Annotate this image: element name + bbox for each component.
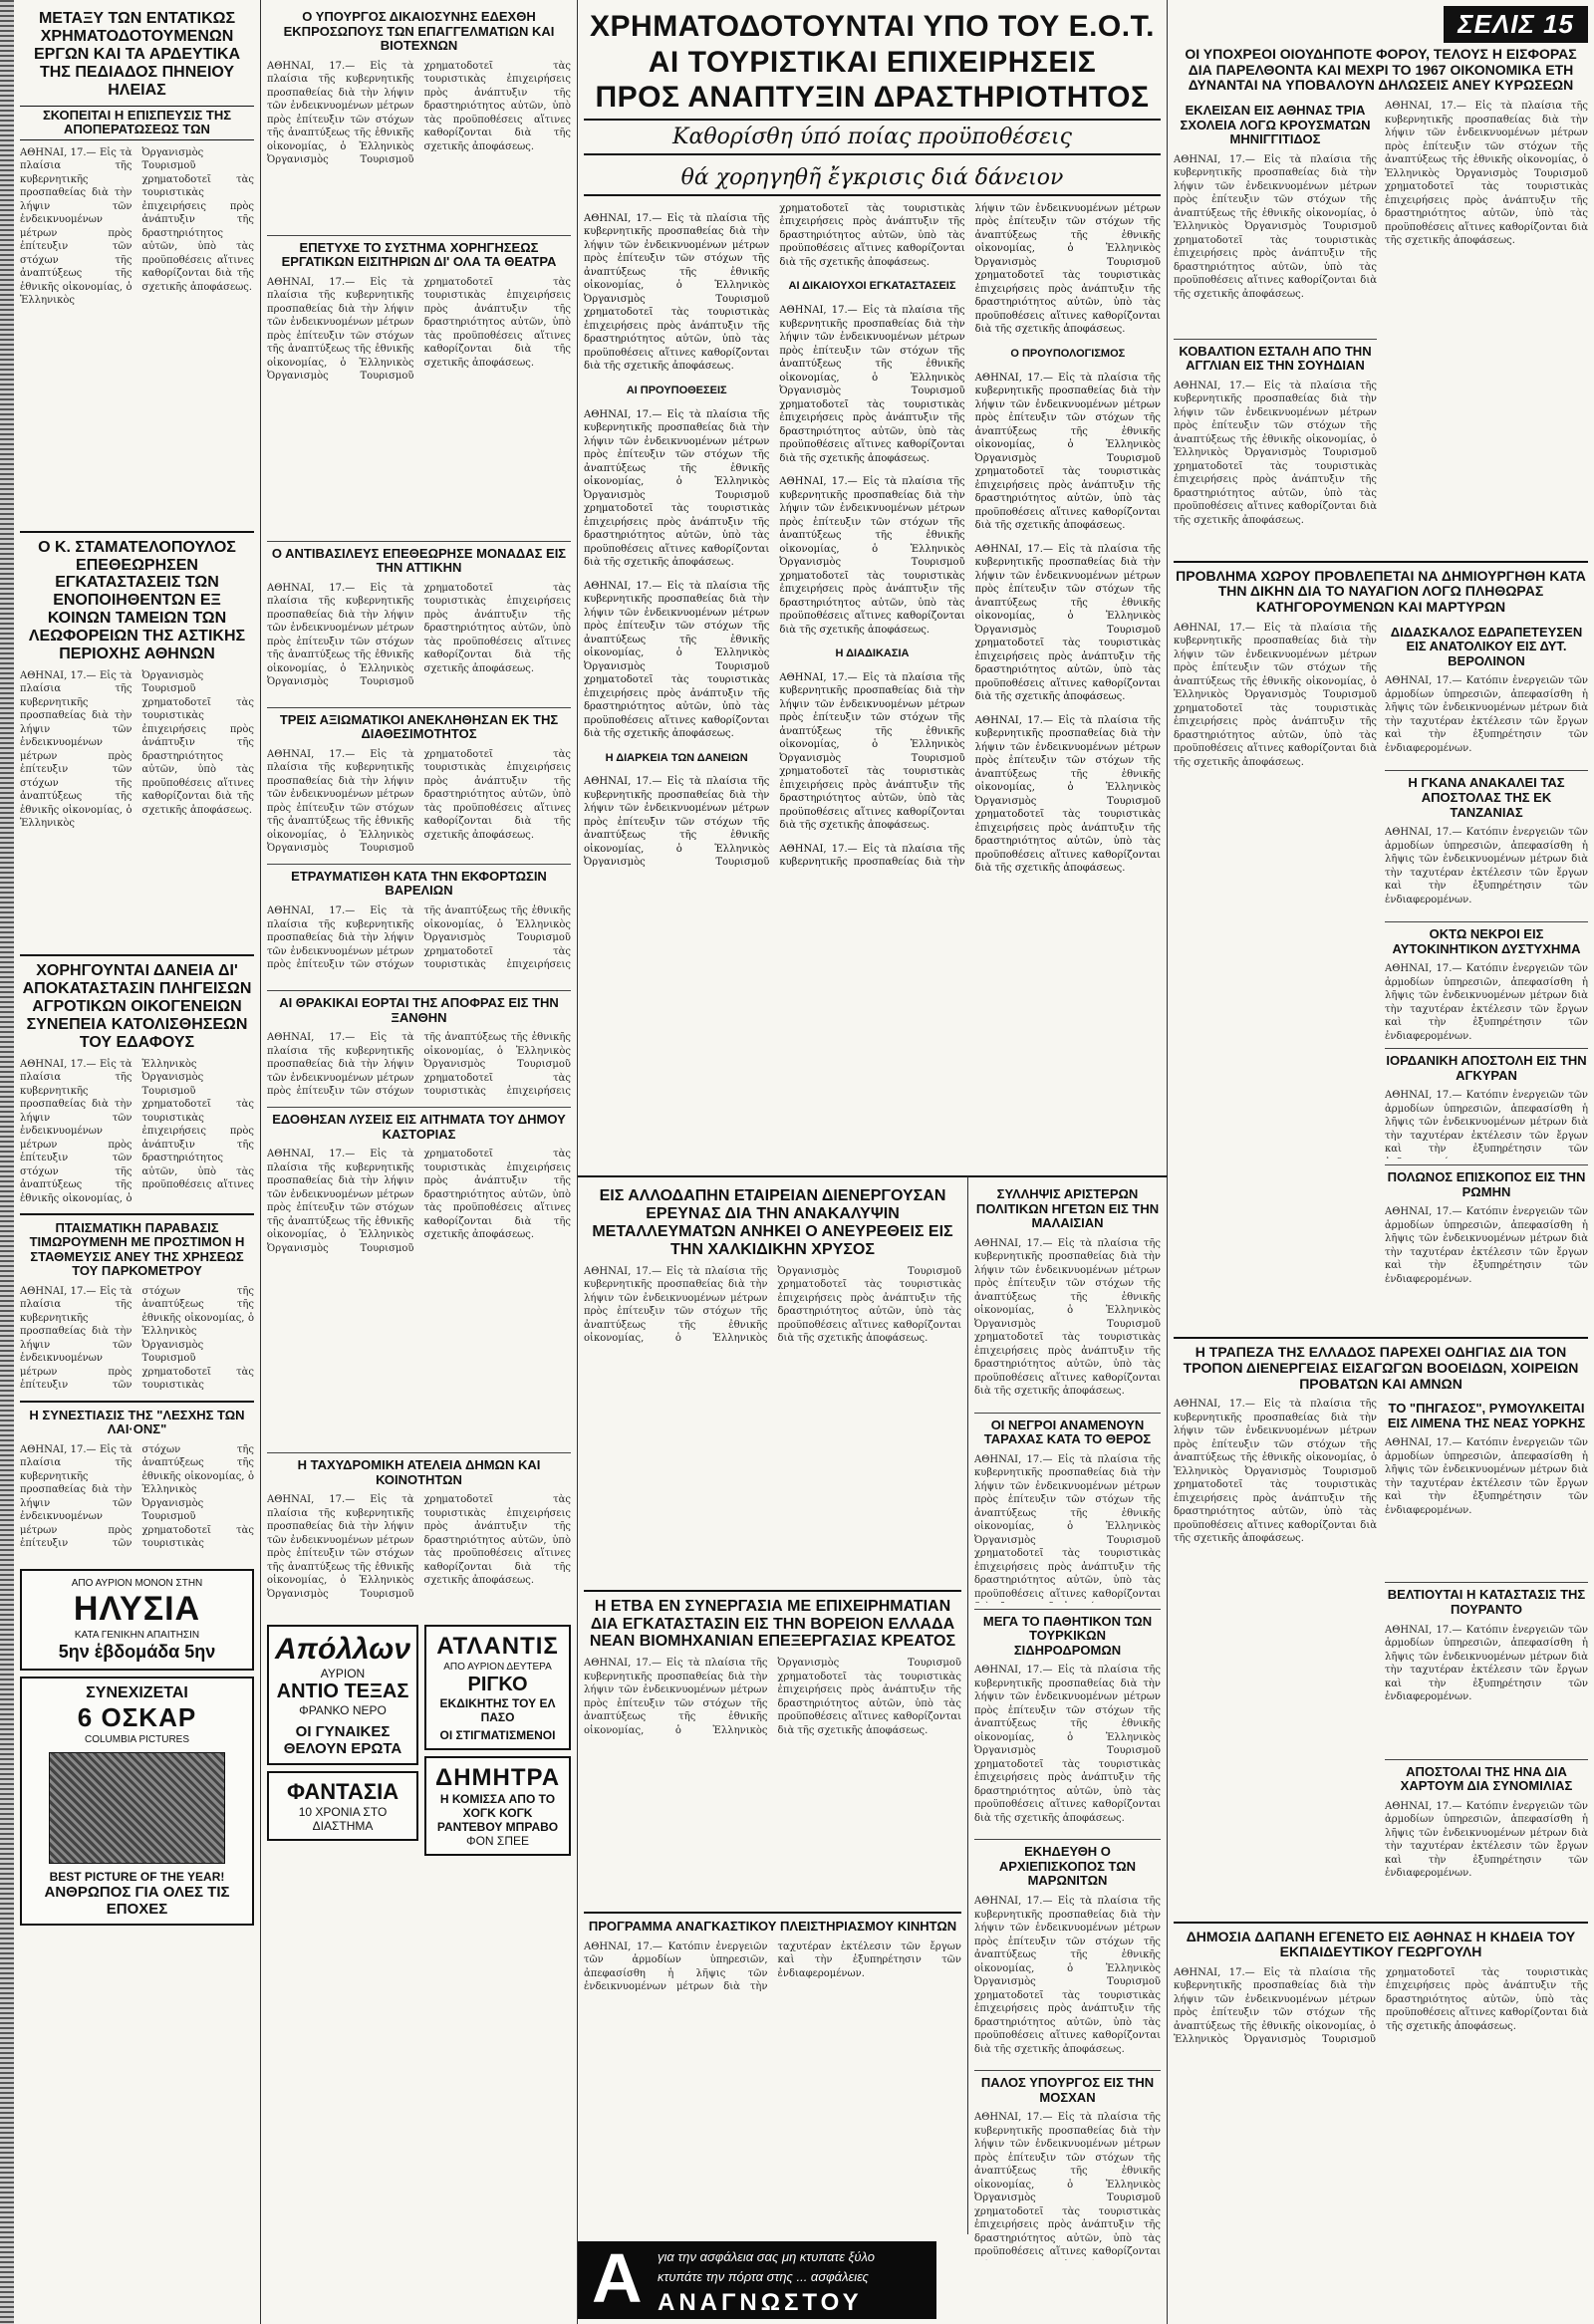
col2-headline-2: ΕΠΕΤΥΧΕ ΤΟ ΣΥΣΤΗΜΑ ΧΟΡΗΓΗΣΕΩΣ ΕΡΓΑΤΙΚΩΝ ΕΙΣΙΤΗΡΙΩΝ ΔΙ' ΟΛΑ ΤΑ ΘΕΑΤΡΑ — [281, 239, 557, 270]
col5-headline-6: Η ΓΚΑΝΑ ΑΝΑΚΑΛΕΙ ΤΑΣ ΑΠΟΣΤΟΛΑΣ ΤΗΣ ΕΚ ΤΑΝΖΑΝΙΑΣ — [1408, 775, 1565, 820]
midr-body-4: ΑΘΗΝΑΙ, 17.— Εἰς τὰ πλαίσια τῆς κυβερνητικῆς προσπαθείας διὰ τὴν λήψιν τῶν ἐνδεικνυομένων μέτρων πρὸς ἐπίτευξιν τῶν στόχων τῆς ἀναπτύξεως τῆς ἐθνικῆς οἰκονομίας, ὁ Ἑλληνικὸς Ὀργανισμὸς Τουρισμοῦ χρηματοδοτεῖ τὰς τουριστικὰς ἐπιχειρήσεις πρὸς ἀνάπτυξιν τῆς δραστηριότητος αὐτῶν, ὑπὸ τὰς προϋποθέσεις αἵτινες καθορίζονται διὰ τῆς σχετικῆς ἀποφάσεως. — [974, 1237, 1161, 1398]
ad-fantasia-title: ΦΑΝΤΑΣΙΑ — [286, 1779, 399, 1805]
mid-body-3: ΑΘΗΝΑΙ, 17.— Κατόπιν ἐνεργειῶν τῶν ἁρμοδίων ὑπηρεσιῶν, ἀπεφασίσθη ἡ λῆψις τῶν ἐνδεικνυομένων μέτρων διὰ τὴν ταχυτέραν ἐκτέλεσιν τῶν ἔργων καὶ τὴν ἐξυπηρέτησιν τῶν ἐνδιαφερομένων. — [584, 1940, 961, 1993]
col5-body-7: ΑΘΗΝΑΙ, 17.— Κατόπιν ἐνεργειῶν τῶν ἁρμοδίων ὑπηρεσιῶν, ἀπεφασίσθη ἡ λῆψις τῶν ἐνδεικνυομένων μέτρων διὰ τὴν ταχυτέραν ἐκτέλεσιν τῶν ἔργων καὶ τὴν ἐξυπηρέτησιν τῶν ἐνδιαφερομένων. — [1385, 963, 1588, 1042]
col5-headline-12: ΒΕΛΤΙΟΥΤΑΙ Η ΚΑΤΑΣΤΑΣΙΣ ΤΗΣ ΠΟΥΡΑΝΤΟ — [1387, 1587, 1586, 1617]
col5-body-12: ΑΘΗΝΑΙ, 17.— Κατόπιν ἐνεργειῶν τῶν ἁρμοδίων ὑπηρεσιῶν, ἀπεφασίσθη ἡ λῆψις τῶν ἐνδεικνυομένων μέτρων διὰ τὴν ταχυτέραν ἐκτέλεσιν τῶν ἔργων καὶ τὴν ἐξυπηρέτησιν τῶν ἐνδιαφερομένων. — [1385, 1624, 1588, 1703]
divider — [267, 541, 571, 542]
ads-right-stack — [424, 1619, 571, 1862]
ad-ilysia-sub: ΚΑΤΑ ΓΕΝΙΚΗΝ ΑΠΑΙΤΗΣΙΝ — [74, 1629, 200, 1641]
ad-oscar-best: BEST PICTURE OF THE YEAR! — [49, 1869, 225, 1884]
ad-stigmat: ΟΙ ΣΤΙΓΜΑΤΙΣΜΕΝΟΙ — [439, 1728, 556, 1743]
ad-fon: ΦΟΝ ΣΠΕΕ — [466, 1834, 529, 1849]
divider — [1174, 561, 1588, 563]
column-left — [14, 0, 261, 2324]
main-body-p4: ΑΘΗΝΑΙ, 17.— Εἰς τὰ πλαίσια τῆς κυβερνητικῆς προσπαθείας διὰ τὴν λήψιν τῶν ἐνδεικνυομένων μέτρων πρὸς ἐπίτευξιν τῶν στόχων τῆς ἀναπτύξεως τῆς ἐθνικῆς οἰκονομίας, ὁ Ἑλληνικὸς Ὀργανισμὸς Τουρισμοῦ χρηματοδοτεῖ τὰς τουριστικὰς ἐπιχειρήσεις πρὸς ἀνάπτυξιν τῆς δραστηριότητος αὐτῶν, ὑπὸ τὰς προϋποθέσεις αἵτινες καθορίζονται διὰ τῆς σχετικῆς ἀποφάσεως. — [584, 202, 965, 869]
ad-oscar-continues: ΣΥΝΕΧΙΖΕΤΑΙ — [86, 1683, 188, 1701]
main-body-p1: ΑΘΗΝΑΙ, 17.— Εἰς τὰ πλαίσια τῆς κυβερνητικῆς προσπαθείας διὰ τὴν λήψιν τῶν ἐνδεικνυομένων μέτρων πρὸς ἐπίτευξιν τῶν στόχων τῆς ἀναπτύξεως τῆς ἐθνικῆς οἰκονομίας, ὁ Ἑλληνικὸς Ὀργανισμὸς Τουρισμοῦ χρηματοδοτεῖ τὰς τουριστικὰς ἐπιχειρήσεις πρὸς ἀνάπτυξιν τῆς δραστηριότητος αὐτῶν, ὑπὸ τὰς προϋποθέσεις αἵτινες καθορίζονται διὰ τῆς σχετικῆς ἀποφάσεως. — [584, 212, 770, 373]
main-body-p6: ΑΘΗΝΑΙ, 17.— Εἰς τὰ πλαίσια τῆς κυβερνητικῆς προσπαθείας διὰ τὴν λήψιν τῶν ἐνδεικνυομένων μέτρων πρὸς ἐπίτευξιν τῶν στόχων τῆς ἀναπτύξεως τῆς ἐθνικῆς οἰκονομίας, ὁ Ἑλληνικὸς Ὀργανισμὸς Τουρισμοῦ χρηματοδοτεῖ τὰς τουριστικὰς ἐπιχειρήσεις πρὸς ἀνάπτυξιν τῆς δραστηριότητος αὐτῶν, ὑπὸ τὰς προϋποθέσεις αἵτινες καθορίζονται διὰ τῆς σχετικῆς ἀποφάσεως. — [779, 476, 965, 636]
col2-headline-8: Η ΤΑΧΥΔΡΟΜΙΚΗ ΑΤΕΛΕΙΑ ΔΗΜΩΝ ΚΑΙ ΚΟΙΝΟΤΗΤΩΝ — [297, 1457, 541, 1487]
mid-headline-2: Η ΕΤΒΑ ΕΝ ΣΥΝΕΡΓΑΣΙΑ ΜΕ ΕΠΙΧΕΙΡΗΜΑΤΙΑΝ ΔΙΑ ΕΓΚΑΤΑΣΤΑΣΙΝ ΕΙΣ ΤΗΝ ΒΟΡΕΙΟΝ ΕΛΛΑΔΑ ΝΕΑΝ ΒΙΟΜΗΧΑΝΙΑΝ ΕΠΕΞΕΡΓΑΣΙΑΣ ΚΡΕΑΤΟΣ — [589, 1597, 956, 1651]
main-body-p9: ΑΘΗΝΑΙ, 17.— Εἰς τὰ πλαίσια τῆς κυβερνητικῆς προσπαθείας διὰ τὴν λήψιν τῶν ἐνδεικνυομένων μέτρων πρὸς ἐπίτευξιν τῶν στόχων τῆς ἀναπτύξεως τῆς ἐθνικῆς οἰκονομίας, ὁ Ἑλληνικὸς Ὀργανισμὸς Τουρισμοῦ χρηματοδοτεῖ τὰς τουριστικὰς ἐπιχειρήσεις πρὸς ἀνάπτυξιν τῆς δραστηριότητος αὐτῶν, ὑπὸ τὰς προϋποθέσεις αἵτινες καθορίζονται διὰ τῆς σχετικῆς ἀποφάσεως. — [974, 372, 1161, 532]
ad-oscar — [20, 1677, 254, 1926]
col2-headline-1: Ο ΥΠΟΥΡΓΟΣ ΔΙΚΑΙΟΣΥΝΗΣ ΕΔΕΧΘΗ ΕΚΠΡΟΣΩΠΟΥΣ ΤΩΝ ΕΠΑΓΓΕΛΜΑΤΙΩΝ ΚΑΙ ΒΙΟΤΕΧΝΩΝ — [283, 9, 555, 54]
ad-anagnostou-letter: A — [592, 2239, 643, 2317]
ad-apollon — [267, 1625, 418, 1765]
ad-ilysia-title: ΗΛΥΣΙΑ — [73, 1589, 201, 1628]
divider — [1385, 1759, 1588, 1760]
main-sect-2: Η ΔΙΑΡΚΕΙΑ ΤΩΝ ΔΑΝΕΙΩΝ — [605, 751, 748, 764]
main-sect-5: Ο ΠΡΟΥΠΟΛΟΓΙΣΜΟΣ — [1010, 347, 1126, 360]
col5-body-5: ΑΘΗΝΑΙ, 17.— Κατόπιν ἐνεργειῶν τῶν ἁρμοδίων ὑπηρεσιῶν, ἀπεφασίσθη ἡ λῆψις τῶν ἐνδεικνυομένων μέτρων διὰ τὴν ταχυτέραν ἐκτέλεσιν τῶν ἔργων καὶ τὴν ἐξυπηρέτησιν τῶν ἐνδιαφερομένων. — [1385, 675, 1588, 754]
divider — [974, 1609, 1161, 1610]
ad-hogk: Η ΚΟΜΙΣΣΑ ΑΠΟ ΤΟ ΧΟΓΚ ΚΟΓΚ — [439, 1792, 556, 1821]
mid-headline-1: ΕΙΣ ΑΛΛΟΔΑΠΗΝ ΕΤΑΙΡΕΙΑΝ ΔΙΕΝΕΡΓΟΥΣΑΝ ΕΡΕΥΝΑΣ ΔΙΑ ΤΗΝ ΑΝΑΚΑΛΥΨΙΝ ΜΕΤΑΛΛΕΥΜΑΤΩΝ ΑΝΗΚΕΙ Ο ΑΝΕΥΡΕΘΕΙΣ ΕΙΣ ΤΗΝ ΧΑΛΚΙΔΙΚΗΝ ΧΡΥΣΟΣ — [592, 1187, 953, 1258]
main-sect-1: ΑΙ ΠΡΟΥΠΟΘΕΣΕΙΣ — [626, 384, 727, 396]
col2-body-5: ΑΘΗΝΑΙ, 17.— Εἰς τὰ πλαίσια τῆς κυβερνητικῆς προσπαθείας διὰ τὴν λήψιν τῶν ἐνδεικνυομένων μέτρων πρὸς ἐπίτευξιν τῶν στόχων τῆς ἀναπτύξεως τῆς ἐθνικῆς οἰκονομίας, ὁ Ἑλληνικὸς Ὀργανισμὸς Τουρισμοῦ χρηματοδοτεῖ τὰς τουριστικὰς ἐπιχειρήσεις — [267, 905, 571, 971]
col5-headline-1: ΟΙ ΥΠΟΧΡΕΟΙ ΟΙΟΥΔΗΠΟΤΕ ΦΟΡΟΥ, ΤΕΛΟΥΣ Η ΕΙΣΦΟΡΑΣ ΔΙΑ ΠΑΡΕΛΘΟΝΤΑ ΚΑΙ ΜΕΧΡΙ ΤΟ 1967 ΟΙΚΟΝΟΜΙΚΑ ΕΤΗ ΔΥΝΑΝΤΑΙ ΝΑ ΥΠΟΒΑΛΟΥΝ ΔΗΛΩΣΕΙΣ ΑΝΕΥ ΚΥΡΩΣΕΩΝ — [1185, 46, 1577, 94]
col2-body-3: ΑΘΗΝΑΙ, 17.— Εἰς τὰ πλαίσια τῆς κυβερνητικῆς προσπαθείας διὰ τὴν λήψιν τῶν ἐνδεικνυομένων μέτρων πρὸς ἐπίτευξιν τῶν στόχων τῆς ἀναπτύξεως τῆς ἐθνικῆς οἰκονομίας, ὁ Ἑλληνικὸς Ὀργανισμὸς Τουρισμοῦ χρηματοδοτεῖ τὰς τουριστικὰς ἐπιχειρήσεις πρὸς ἀνάπτυξιν τῆς δραστηριότητος αὐτῶν, ὑπὸ τὰς προϋποθέσεις αἵτινες καθορίζονται διὰ τῆς σχετικῆς ἀποφάσεως. — [267, 582, 571, 688]
divider — [267, 1107, 571, 1108]
col1-body-4: ΑΘΗΝΑΙ, 17.— Εἰς τὰ πλαίσια τῆς κυβερνητικῆς προσπαθείας διὰ τὴν λήψιν τῶν ἐνδεικνυομένων μέτρων πρὸς ἐπίτευξιν τῶν στόχων τῆς ἀναπτύξεως τῆς ἐθνικῆς οἰκονομίας, ὁ Ἑλληνικὸς Ὀργανισμὸς Τουρισμοῦ χρηματοδοτεῖ τὰς τουριστικὰς — [20, 1285, 254, 1392]
divider — [267, 864, 571, 865]
col5-headline-5: ΔΙΔΑΣΚΑΛΟΣ ΕΔΡΑΠΕΤΕΥΣΕΝ ΕΙΣ ΑΝΑΤΟΛΙΚΟΥ ΕΙΣ ΔΥΤ. ΒΕΡΟΛΙΝΟΝ — [1390, 624, 1583, 668]
ad-antio: ΑΝΤΙΟ ΤΕΞΑΣ — [276, 1680, 409, 1703]
divider — [1385, 1048, 1588, 1049]
col5-body-9: ΑΘΗΝΑΙ, 17.— Κατόπιν ἐνεργειῶν τῶν ἁρμοδίων ὑπηρεσιῶν, ἀπεφασίσθη ἡ λῆψις τῶν ἐνδεικνυομένων μέτρων διὰ τὴν ταχυτέραν ἐκτέλεσιν τῶν ἔργων καὶ τὴν ἐξυπηρέτησιν τῶν ἐνδιαφερομένων. — [1385, 1206, 1588, 1285]
col1-headline-4: ΠΤΑΙΣΜΑΤΙΚΗ ΠΑΡΑΒΑΣΙΣ ΤΙΜΩΡΟΥΜΕΝΗ ΜΕ ΠΡΟΣΤΙΜΟΝ Η ΣΤΑΘΜΕΥΣΙΣ ΑΝΕΥ ΤΗΣ ΧΡΗΣΕΩΣ ΤΟΥ ΠΑΡΚΟΜΕΤΡΟΥ — [29, 1219, 245, 1279]
col5-body-11: ΑΘΗΝΑΙ, 17.— Κατόπιν ἐνεργειῶν τῶν ἁρμοδίων ὑπηρεσιῶν, ἀπεφασίσθη ἡ λῆψις τῶν ἐνδεικνυομένων μέτρων διὰ τὴν ταχυτέραν ἐκτέλεσιν τῶν ἔργων καὶ τὴν ἐξυπηρέτησιν τῶν ἐνδιαφερομένων. — [1385, 1437, 1588, 1516]
ad-apollon-sub: ΑΥΡΙΟΝ — [320, 1667, 366, 1681]
col5-body-6: ΑΘΗΝΑΙ, 17.— Κατόπιν ἐνεργειῶν τῶν ἁρμοδίων ὑπηρεσιῶν, ἀπεφασίσθη ἡ λῆψις τῶν ἐνδεικνυομένων μέτρων διὰ τὴν ταχυτέραν ἐκτέλεσιν τῶν ἔργων καὶ τὴν ἐξυπηρέτησιν τῶν ἐνδιαφερομένων. — [1385, 827, 1588, 905]
col1-headline-1: ΜΕΤΑΞΥ ΤΩΝ ΕΝΤΑΤΙΚΩΣ ΧΡΗΜΑΤΟΔΟΤΟΥΜΕΝΩΝ ΕΡΓΩΝ ΚΑΙ ΤΑ ΑΡΔΕΥΤΙΚΑ ΤΗΣ ΠΕΔΙΑΔΟΣ ΠΗΝΕΙΟΥ ΗΛΕΙΑΣ — [34, 10, 240, 99]
ad-apollon-title: Απόλλων — [275, 1633, 411, 1667]
ad-oscar-studio: COLUMBIA PICTURES — [84, 1733, 190, 1745]
mid-body-1: ΑΘΗΝΑΙ, 17.— Εἰς τὰ πλαίσια τῆς κυβερνητικῆς προσπαθείας διὰ τὴν λήψιν τῶν ἐνδεικνυομένων μέτρων πρὸς ἐπίτευξιν τῶν στόχων τῆς ἀναπτύξεως τῆς ἐθνικῆς οἰκονομίας, ὁ Ἑλληνικὸς Ὀργανισμὸς Τουρισμοῦ χρηματοδοτεῖ τὰς τουριστικὰς ἐπιχειρήσεις πρὸς ἀνάπτυξιν τῆς δραστηριότητος αὐτῶν, ὑπὸ τὰς προϋποθέσεις αἵτινες καθορίζονται διὰ τῆς σχετικῆς ἀποφάσεως. — [584, 1265, 961, 1345]
col2-body-4: ΑΘΗΝΑΙ, 17.— Εἰς τὰ πλαίσια τῆς κυβερνητικῆς προσπαθείας διὰ τὴν λήψιν τῶν ἐνδεικνυομένων μέτρων πρὸς ἐπίτευξιν τῶν στόχων τῆς ἀναπτύξεως τῆς ἐθνικῆς οἰκονομίας, ὁ Ἑλληνικὸς Ὀργανισμὸς Τουρισμοῦ χρηματοδοτεῖ τὰς τουριστικὰς ἐπιχειρήσεις πρὸς ἀνάπτυξιν τῆς δραστηριότητος αὐτῶν, ὑπὸ τὰς προϋποθέσεις αἵτινες καθορίζονται διὰ τῆς σχετικῆς ἀποφάσεως. — [267, 748, 571, 855]
ad-fantasia — [267, 1771, 418, 1841]
masthead — [1174, 6, 1588, 43]
col5-headline-2: ΕΚΛΕΙΣΑΝ ΕΙΣ ΑΘΗΝΑΣ ΤΡΙΑ ΣΧΟΛΕΙΑ ΛΟΓΩ ΚΡΟΥΣΜΑΤΩΝ ΜΗΝΙΓΓΙΤΙΔΟΣ — [1180, 103, 1371, 147]
divider — [1385, 770, 1588, 771]
ad-anagnostou-line1: για την ασφάλεια σας μη κτυπατε ξύλο — [658, 2249, 875, 2264]
divider — [974, 1413, 1161, 1414]
main-article-body — [584, 202, 1161, 1175]
col2-headline-3: Ο ΑΝΤΙΒΑΣΙΛΕΥΣ ΕΠΕΘΕΩΡΗΣΕ ΜΟΝΑΔΑΣ ΕΙΣ ΤΗΝ ΑΤΤΙΚΗΝ — [271, 545, 567, 576]
col1-body-3: ΑΘΗΝΑΙ, 17.— Εἰς τὰ πλαίσια τῆς κυβερνητικῆς προσπαθείας διὰ τὴν λήψιν τῶν ἐνδεικνυομένων μέτρων πρὸς ἐπίτευξιν τῶν στόχων τῆς ἀναπτύξεως τῆς ἐθνικῆς οἰκονομίας, ὁ Ἑλληνικὸς Ὀργανισμὸς Τουρισμοῦ χρηματοδοτεῖ τὰς τουριστικὰς ἐπιχειρήσεις πρὸς ἀνάπτυξιν τῆς δραστηριότητος αὐτῶν, ὑπὸ τὰς προϋποθέσεις αἵτινες — [20, 1058, 254, 1204]
col5-body-8: ΑΘΗΝΑΙ, 17.— Κατόπιν ἐνεργειῶν τῶν ἁρμοδίων ὑπηρεσιῶν, ἀπεφασίσθη ἡ λῆψις τῶν ἐνδεικνυομένων μέτρων διὰ τὴν ταχυτέραν ἐκτέλεσιν τῶν ἔργων καὶ τὴν ἐξυπηρέτησιν τῶν — [1385, 1090, 1588, 1156]
divider — [974, 1839, 1161, 1840]
main-body-p2: ΑΘΗΝΑΙ, 17.— Εἰς τὰ πλαίσια τῆς κυβερνητικῆς προσπαθείας διὰ τὴν λήψιν τῶν ἐνδεικνυομένων μέτρων πρὸς ἐπίτευξιν τῶν στόχων τῆς ἀναπτύξεως τῆς ἐθνικῆς οἰκονομίας, ὁ Ἑλληνικὸς Ὀργανισμὸς Τουρισμοῦ χρηματοδοτεῖ τὰς τουριστικὰς ἐπιχειρήσεις πρὸς ἀνάπτυξιν τῆς δραστηριότητος αὐτῶν, ὑπὸ τὰς προϋποθέσεις αἵτινες καθορίζονται διὰ τῆς σχετικῆς ἀποφάσεως. — [584, 408, 770, 569]
ad-atlantis-title: ΑΤΛΑΝΤΙΣ — [436, 1633, 559, 1661]
ad-atlantis-sub: ΑΠΟ ΑΥΡΙΟΝ ΔΕΥΤΕΡΑ — [443, 1662, 552, 1674]
ad-rigko-sub: ΕΚΔΙΚΗΤΗΣ ΤΟΥ ΕΛ ΠΑΣΟ — [439, 1696, 556, 1725]
col5-body-13: ΑΘΗΝΑΙ, 17.— Κατόπιν ἐνεργειῶν τῶν ἁρμοδίων ὑπηρεσιῶν, ἀπεφασίσθη ἡ λῆψις τῶν ἐνδεικνυομένων μέτρων διὰ τὴν ταχυτέραν ἐκτέλεσιν τῶν ἔργων καὶ τὴν ἐξυπηρέτησιν τῶν ἐνδιαφερομένων. — [1385, 1800, 1588, 1880]
divider — [20, 1401, 254, 1403]
ad-fantasia-sub: 10 ΧΡΟΝΙΑ ΣΤΟ ΔΙΑΣΤΗΜΑ — [298, 1805, 388, 1834]
column-main — [578, 0, 1168, 1175]
divider — [584, 1590, 961, 1592]
col1-body-5: ΑΘΗΝΑΙ, 17.— Εἰς τὰ πλαίσια τῆς κυβερνητικῆς προσπαθείας διὰ τὴν λήψιν τῶν ἐνδεικνυομένων μέτρων πρὸς ἐπίτευξιν τῶν στόχων τῆς ἀναπτύξεως τῆς ἐθνικῆς οἰκονομίας, ὁ Ἑλληνικὸς Ὀργανισμὸς Τουρισμοῦ χρηματοδοτεῖ τὰς τουριστικὰς — [20, 1443, 254, 1550]
mid-body-2: ΑΘΗΝΑΙ, 17.— Εἰς τὰ πλαίσια τῆς κυβερνητικῆς προσπαθείας διὰ τὴν λήψιν τῶν ἐνδεικνυομένων μέτρων πρὸς ἐπίτευξιν τῶν στόχων τῆς ἀναπτύξεως τῆς ἐθνικῆς οἰκονομίας, ὁ Ἑλληνικὸς Ὀργανισμὸς Τουρισμοῦ χρηματοδοτεῖ τὰς τουριστικὰς ἐπιχειρήσεις πρὸς ἀνάπτυξιν τῆς δραστηριότητος αὐτῶν, ὑπὸ τὰς προϋποθέσεις αἵτινες καθορίζονται διὰ τῆς σχετικῆς ἀποφάσεως. — [584, 1658, 961, 1736]
main-subhead-2: θά χορηγηθῆ ἔγκρισις διά δάνειον — [584, 161, 1161, 196]
divider — [1385, 1164, 1588, 1165]
col5-low-row — [1174, 1398, 1588, 1915]
col2-headline-5: ΕΤΡΑΥΜΑΤΙΣΘΗ ΚΑΤΑ ΤΗΝ ΕΚΦΟΡΤΩΣΙΝ ΒΑΡΕΛΙΩΝ — [291, 868, 547, 899]
ad-franco: ΦΡΑΝΚΟ ΝΕΡΟ — [299, 1703, 387, 1718]
col2-headline-6: ΑΙ ΘΡΑΚΙΚΑΙ ΕΟΡΤΑΙ ΤΗΣ ΑΠΟΦΡΑΣ ΕΙΣ ΤΗΝ ΞΑΝΘΗΝ — [279, 995, 559, 1025]
main-sect-3: ΑΙ ΔΙΚΑΙΟΥΧΟΙ ΕΓΚΑΤΑΣΤΑΣΕΙΣ — [788, 280, 956, 293]
ad-ilysia — [20, 1569, 254, 1671]
col5-headline-14: ΔΗΜΟΣΙΑ ΔΑΠΑΝΗ ΕΓΕΝΕΤΟ ΕΙΣ ΑΘΗΝΑΣ Η ΚΗΔΕΙΑ ΤΟΥ ΕΚΠΑΙΔΕΥΤΙΚΟΥ ΓΕΩΡΓΟΥΛΗ — [1186, 1928, 1576, 1960]
column-mid-bottom-right — [968, 1175, 1168, 2324]
col2-body-6: ΑΘΗΝΑΙ, 17.— Εἰς τὰ πλαίσια τῆς κυβερνητικῆς προσπαθείας διὰ τὴν λήψιν τῶν ἐνδεικνυομένων μέτρων πρὸς ἐπίτευξιν τῶν στόχων τῆς ἀναπτύξεως τῆς ἐθνικῆς οἰκονομίας, ὁ Ἑλληνικὸς Ὀργανισμὸς Τουρισμοῦ χρηματοδοτεῖ τὰς τουριστικὰς ἐπιχειρήσεις — [267, 1032, 571, 1098]
col5-headline-10: Η ΤΡΑΠΕΖΑ ΤΗΣ ΕΛΛΑΔΟΣ ΠΑΡΕΧΕΙ ΟΔΗΓΙΑΣ ΔΙΑ ΤΟΝ ΤΡΟΠΟΝ ΔΙΕΝΕΡΓΕΙΑΣ ΕΙΣΑΓΩΓΩΝ ΒΟΟΕΙΔΩΝ, ΧΟΙΡΕΙΩΝ ΠΡΟΒΑΤΩΝ ΚΑΙ ΑΜΝΩΝ — [1183, 1344, 1579, 1392]
ads-left-stack — [267, 1619, 418, 1862]
ad-dimitra — [424, 1756, 571, 1856]
column-mid-bottom-left — [578, 1175, 968, 2234]
main-headline-line3: ΠΡΟΣ ΑΝΑΠΤΥΞΙΝ ΔΡΑΣΤΗΡΙΟΤΗΤΟΣ — [595, 81, 1150, 115]
ads-row — [267, 1619, 571, 1862]
col5-top-left — [1174, 100, 1377, 555]
divider — [20, 1213, 254, 1215]
column-right — [1168, 0, 1594, 2324]
divider — [20, 954, 254, 956]
main-body-p10: ΑΘΗΝΑΙ, 17.— Εἰς τὰ πλαίσια τῆς κυβερνητικῆς προσπαθείας διὰ τὴν λήψιν τῶν ἐνδεικνυομένων μέτρων πρὸς ἐπίτευξιν τῶν στόχων τῆς ἀναπτύξεως τῆς ἐθνικῆς οἰκονομίας, ὁ Ἑλληνικὸς Ὀργανισμὸς Τουρισμοῦ χρηματοδοτεῖ τὰς τουριστικὰς ἐπιχειρήσεις πρὸς ἀνάπτυξιν τῆς δραστηριότητος αὐτῶν, ὑπὸ τὰς προϋποθέσεις αἵτινες καθορίζονται διὰ τῆς σχετικῆς ἀποφάσεως. — [974, 543, 1161, 703]
col5-headline-11: ΤΟ "ΠΗΓΑΣΟΣ", ΡΥΜΟΥΛΚΕΙΤΑΙ ΕΙΣ ΛΙΜΕΝΑ ΤΗΣ ΝΕΑΣ ΥΟΡΚΗΣ — [1387, 1401, 1586, 1430]
col5-headline-9: ΠΟΛΩΝΟΣ ΕΠΙΣΚΟΠΟΣ ΕΙΣ ΤΗΝ ΡΩΜΗΝ — [1387, 1169, 1586, 1199]
col5-top-row — [1174, 100, 1588, 555]
ad-anagnostou — [578, 2241, 936, 2319]
midr-body-5: ΑΘΗΝΑΙ, 17.— Εἰς τὰ πλαίσια τῆς κυβερνητικῆς προσπαθείας διὰ τὴν λήψιν τῶν ἐνδεικνυομένων μέτρων πρὸς ἐπίτευξιν τῶν στόχων τῆς ἀναπτύξεως τῆς ἐθνικῆς οἰκονομίας, ὁ Ἑλληνικὸς Ὀργανισμὸς Τουρισμοῦ χρηματοδοτεῖ τὰς τουριστικὰς ἐπιχειρήσεις πρὸς ἀνάπτυξιν τῆς δραστηριότητος αὐτῶν, ὑπὸ τὰς προϋποθέσεις αἵτινες καθορίζονται — [974, 1453, 1161, 1600]
col2-headline-7: ΕΔΟΘΗΣΑΝ ΛΥΣΕΙΣ ΕΙΣ ΑΙΤΗΜΑΤΑ ΤΟΥ ΔΗΜΟΥ ΚΑΣΤΟΡΙΑΣ — [272, 1112, 566, 1142]
midr-headline-8: ΠΑΛΟΣ ΥΠΟΥΡΓΟΣ ΕΙΣ ΤΗΝ ΜΟΣΧΑΝ — [980, 2075, 1155, 2105]
ad-ilysia-pre: ΑΠΟ ΑΥΡΙΟΝ ΜΟΝΟΝ ΣΤΗΝ — [71, 1577, 203, 1589]
main-body-p5: ΑΘΗΝΑΙ, 17.— Εἰς τὰ πλαίσια τῆς κυβερνητικῆς προσπαθείας διὰ τὴν λήψιν τῶν ἐνδεικνυομένων μέτρων πρὸς ἐπίτευξιν τῶν στόχων τῆς ἀναπτύξεως τῆς ἐθνικῆς οἰκονομίας, ὁ Ἑλληνικὸς Ὀργανισμὸς Τουρισμοῦ χρηματοδοτεῖ τὰς τουριστικὰς ἐπιχειρήσεις πρὸς ἀνάπτυξιν τῆς δραστηριότητος αὐτῶν, ὑπὸ τὰς προϋποθέσεις αἵτινες καθορίζονται διὰ τῆς σχετικῆς ἀποφάσεως. — [779, 305, 965, 464]
ad-atlantis — [424, 1625, 571, 1750]
col5-low-left — [1174, 1398, 1377, 1915]
col1-headline-3: ΧΟΡΗΓΟΥΝΤΑΙ ΔΑΝΕΙΑ ΔΙ' ΑΠΟΚΑΤΑΣΤΑΣΙΝ ΠΛΗΓΕΙΣΩΝ ΑΓΡΟΤΙΚΩΝ ΟΙΚΟΓΕΝΕΙΩΝ ΣΥΝΕΠΕΙΑ ΚΑΤΟΛΙΣΘΗΣΕΩΝ ΤΟΥ ΕΔΑΦΟΥΣ — [22, 961, 252, 1051]
col1-body-2: ΑΘΗΝΑΙ, 17.— Εἰς τὰ πλαίσια τῆς κυβερνητικῆς προσπαθείας διὰ τὴν λήψιν τῶν ἐνδεικνυομένων μέτρων πρὸς ἐπίτευξιν τῶν στόχων τῆς ἀναπτύξεως τῆς ἐθνικῆς οἰκονομίας, ὁ Ἑλληνικὸς Ὀργανισμὸς Τουρισμοῦ χρηματοδοτεῖ τὰς τουριστικὰς ἐπιχειρήσεις πρὸς ἀνάπτυξιν τῆς δραστηριότητος αὐτῶν, ὑπὸ τὰς προϋποθέσεις αἵτινες καθορίζονται διὰ τῆς σχετικῆς ἀποφάσεως. — [20, 669, 254, 830]
main-headline-line1: ΧΡΗΜΑΤΟΔΟΤΟΥΝΤΑΙ ΥΠΟ ΤΟΥ Ε.Ο.Τ. — [590, 10, 1155, 43]
col5-body-4: ΑΘΗΝΑΙ, 17.— Εἰς τὰ πλαίσια τῆς κυβερνητικῆς προσπαθείας διὰ τὴν λήψιν τῶν ἐνδεικνυομένων μέτρων πρὸς ἐπίτευξιν τῶν στόχων τῆς ἀναπτύξεως τῆς ἐθνικῆς οἰκονομίας, ὁ Ἑλληνικὸς Ὀργανισμὸς Τουρισμοῦ χρηματοδοτεῖ τὰς τουριστικὰς ἐπιχειρήσεις πρὸς ἀνάπτυξιν τῆς δραστηριότητος αὐτῶν, ὑπὸ τὰς προϋποθέσεις αἵτινες καθορίζονται διὰ τῆς σχετικῆς ἀποφάσεως. — [1174, 622, 1377, 768]
ad-rigko: ΡΙΓΚΟ — [467, 1674, 528, 1696]
ad-oscar-photo — [49, 1752, 225, 1864]
col5-body-14: ΑΘΗΝΑΙ, 17.— Εἰς τὰ πλαίσια τῆς κυβερνητικῆς προσπαθείας διὰ τὴν λήψιν τῶν ἐνδεικνυομένων μέτρων πρὸς ἐπίτευξιν τῶν στόχων τῆς ἀναπτύξεως τῆς ἐθνικῆς οἰκονομίας, ὁ Ἑλληνικὸς Ὀργανισμὸς Τουρισμοῦ χρηματοδοτεῖ τὰς τουριστικὰς ἐπιχειρήσεις πρὸς ἀνάπτυξιν τῆς δραστηριότητος αὐτῶν, ὑπὸ τὰς προϋποθέσεις αἵτινες καθορίζονται διὰ τῆς σχετικῆς ἀποφάσεως. — [1174, 1966, 1588, 2046]
col2-body-2: ΑΘΗΝΑΙ, 17.— Εἰς τὰ πλαίσια τῆς κυβερνητικῆς προσπαθείας διὰ τὴν λήψιν τῶν ἐνδεικνυομένων μέτρων πρὸς ἐπίτευξιν τῶν στόχων τῆς ἀναπτύξεως τῆς ἐθνικῆς οἰκονομίας, ὁ Ἑλληνικὸς Ὀργανισμὸς Τουρισμοῦ χρηματοδοτεῖ τὰς τουριστικὰς ἐπιχειρήσεις πρὸς ἀνάπτυξιν τῆς δραστηριότητος αὐτῶν, ὑπὸ τὰς προϋποθέσεις αἵτινες καθορίζονται διὰ τῆς σχετικῆς ἀποφάσεως. — [267, 276, 571, 383]
midr-headline-6: ΜΕΓΑ ΤΟ ΠΑΘΗΤΙΚΟΝ ΤΩΝ ΤΟΥΡΚΙΚΩΝ ΣΙΔΗΡΟΔΡΟΜΩΝ — [982, 1613, 1153, 1658]
divider — [1174, 1337, 1588, 1339]
col5-body-1: ΑΘΗΝΑΙ, 17.— Εἰς τὰ πλαίσια τῆς κυβερνητικῆς προσπαθείας διὰ τὴν λήψιν τῶν ἐνδεικνυομένων μέτρων πρὸς ἐπίτευξιν τῶν στόχων τῆς ἀναπτύξεως τῆς ἐθνικῆς οἰκονομίας, ὁ Ἑλληνικὸς Ὀργανισμὸς Τουρισμοῦ χρηματοδοτεῖ τὰς τουριστικὰς ἐπιχειρήσεις πρὸς ἀνάπτυξιν τῆς δραστηριότητος αὐτῶν, ὑπὸ τὰς προϋποθέσεις αἵτινες καθορίζονται διὰ τῆς σχετικῆς ἀποφάσεως. — [1385, 101, 1588, 247]
col5-headline-13: ΑΠΟΣΤΟΛΑΙ ΤΗΣ ΗΝΑ ΔΙΑ ΧΑΡΤΟΥΜ ΔΙΑ ΣΥΝΟΜΙΛΙΑΣ — [1400, 1763, 1573, 1794]
divider — [1174, 339, 1377, 340]
ad-anagnostou-brand: ΑΝΑΓΝΩΣΤΟΥ — [658, 2289, 863, 2316]
page-edge-stripe — [0, 0, 14, 2324]
ad-oscar-title: ΑΝΘΡΩΠΟΣ ΓΙΑ ΟΛΕΣ ΤΙΣ ΕΠΟΧΕΣ — [44, 1883, 230, 1918]
col5-headline-4: ΠΡΟΒΛΗΜΑ ΧΩΡΟΥ ΠΡΟΒΛΕΠΕΤΑΙ ΝΑ ΔΗΜΙΟΥΡΓΗΘΗ ΚΑΤΑ ΤΗΝ ΔΙΚΗΝ ΔΙΑ ΤΟ ΝΑΥΑΓΙΟΝ ΛΟΓΩ ΠΛΗΘΩΡΑΣ ΚΑΤΗΓΟΡΟΥΜΕΝΩΝ ΚΑΙ ΜΑΡΤΥΡΩΝ — [1176, 567, 1586, 616]
main-body-p8: ΑΘΗΝΑΙ, 17.— Εἰς τὰ πλαίσια τῆς κυβερνητικῆς προσπαθείας διὰ τὴν λήψιν τῶν ἐνδεικνυομένων μέτρων πρὸς ἐπίτευξιν τῶν στόχων τῆς ἀναπτύξεως τῆς ἐθνικῆς οἰκονομίας, ὁ Ἑλληνικὸς Ὀργανισμὸς Τουρισμοῦ χρηματοδοτεῖ τὰς τουριστικὰς ἐπιχειρήσεις πρὸς ἀνάπτυξιν τῆς δραστηριότητος αὐτῶν, ὑπὸ τὰς προϋποθέσεις αἵτινες καθορίζονται διὰ τῆς σχετικῆς ἀποφάσεως. — [779, 202, 1161, 869]
midr-body-8: ΑΘΗΝΑΙ, 17.— Εἰς τὰ πλαίσια τῆς κυβερνητικῆς προσπαθείας διὰ τὴν λήψιν τῶν ἐνδεικνυομένων μέτρων πρὸς ἐπίτευξιν τῶν στόχων τῆς ἀναπτύξεως τῆς ἐθνικῆς οἰκονομίας, ὁ Ἑλληνικὸς Ὀργανισμὸς Τουρισμοῦ χρηματοδοτεῖ τὰς τουριστικὰς ἐπιχειρήσεις πρὸς ἀνάπτυξιν τῆς δραστηριότητος αὐτῶν, ὑπὸ τὰς προϋποθέσεις αἵτινες καθορίζονται — [974, 2112, 1161, 2258]
col1-headline-5: Η ΣΥΝΕΣΤΙΑΣΙΣ ΤΗΣ "ΛΕΣΧΗΣ ΤΩΝ ΛΑΙ·ΟΝΣ" — [29, 1407, 245, 1437]
main-subhead-1: Καθορίσθη ύπό ποίας προϋποθέσεις — [584, 119, 1161, 155]
midr-headline-5: ΟΙ ΝΕΓΡΟΙ ΑΝΑΜΕΝΟΥΝ ΤΑΡΑΧΑΣ ΚΑΤΑ ΤΟ ΘΕΡΟΣ — [983, 1417, 1152, 1447]
divider — [974, 2070, 1161, 2071]
col5-mid-left — [1174, 622, 1377, 1332]
col5-headline-7: ΟΚΤΩ ΝΕΚΡΟΙ ΕΙΣ ΑΥΤΟΚΙΝΗΤΙΚΟΝ ΔΥΣΤΥΧΗΜΑ — [1392, 926, 1581, 956]
divider — [1385, 1582, 1588, 1583]
col2-body-7: ΑΘΗΝΑΙ, 17.— Εἰς τὰ πλαίσια τῆς κυβερνητικῆς προσπαθείας διὰ τὴν λήψιν τῶν ἐνδεικνυομένων μέτρων πρὸς ἐπίτευξιν τῶν στόχων τῆς ἀναπτύξεως τῆς ἐθνικῆς οἰκονομίας, ὁ Ἑλληνικὸς Ὀργανισμὸς Τουρισμοῦ χρηματοδοτεῖ τὰς τουριστικὰς ἐπιχειρήσεις πρὸς ἀνάπτυξιν τῆς δραστηριότητος αὐτῶν, ὑπὸ τὰς προϋποθέσεις αἵτινες καθορίζονται διὰ τῆς σχετικῆς ἀποφάσεως. — [267, 1149, 571, 1254]
main-body-p7: ΑΘΗΝΑΙ, 17.— Εἰς τὰ πλαίσια τῆς κυβερνητικῆς προσπαθείας διὰ τὴν λήψιν τῶν ἐνδεικνυομένων μέτρων πρὸς ἐπίτευξιν τῶν στόχων τῆς ἀναπτύξεως τῆς ἐθνικῆς οἰκονομίας, ὁ Ἑλληνικὸς Ὀργανισμὸς Τουρισμοῦ χρηματοδοτεῖ τὰς τουριστικὰς ἐπιχειρήσεις πρὸς ἀνάπτυξιν τῆς δραστηριότητος αὐτῶν, ὑπὸ τὰς προϋποθέσεις αἵτινες καθορίζονται διὰ τῆς σχετικῆς ἀποφάσεως. — [779, 671, 965, 832]
ad-oscar-count: 6 ΟΣΚΑΡ — [77, 1701, 197, 1732]
column-second — [261, 0, 578, 2324]
midr-body-7: ΑΘΗΝΑΙ, 17.— Εἰς τὰ πλαίσια τῆς κυβερνητικῆς προσπαθείας διὰ τὴν λήψιν τῶν ἐνδεικνυομένων μέτρων πρὸς ἐπίτευξιν τῶν στόχων τῆς ἀναπτύξεως τῆς ἐθνικῆς οἰκονομίας, ὁ Ἑλληνικὸς Ὀργανισμὸς Τουρισμοῦ χρηματοδοτεῖ τὰς τουριστικὰς ἐπιχειρήσεις πρὸς ἀνάπτυξιν τῆς δραστηριότητος αὐτῶν, ὑπὸ τὰς προϋποθέσεις αἵτινες καθορίζονται διὰ τῆς σχετικῆς ἀποφάσεως. — [974, 1896, 1161, 2055]
main-body-p11: ΑΘΗΝΑΙ, 17.— Εἰς τὰ πλαίσια τῆς κυβερνητικῆς προσπαθείας διὰ τὴν λήψιν τῶν ἐνδεικνυομένων μέτρων πρὸς ἐπίτευξιν τῶν στόχων τῆς ἀναπτύξεως τῆς ἐθνικῆς οἰκονομίας, ὁ Ἑλληνικὸς Ὀργανισμὸς Τουρισμοῦ χρηματοδοτεῖ τὰς τουριστικὰς ἐπιχειρήσεις πρὸς ἀνάπτυξιν τῆς δραστηριότητος αὐτῶν, ὑπὸ τὰς προϋποθέσεις αἵτινες καθορίζονται διὰ τῆς σχετικῆς ἀποφάσεως. — [974, 714, 1161, 875]
divider — [1385, 921, 1588, 922]
divider — [1174, 1922, 1588, 1924]
col5-headline-8: ΙΟΡΔΑΝΙΚΗ ΑΠΟΣΤΟΛΗ ΕΙΣ ΤΗΝ ΑΓΚΥΡΑΝ — [1386, 1053, 1587, 1083]
midr-headline-7: ΕΚΗΔΕΥΘΗ Ο ΑΡΧΙΕΠΙΣΚΟΠΟΣ ΤΩΝ ΜΑΡΩΝΙΤΩΝ — [998, 1844, 1137, 1889]
col2-headline-4: ΤΡΕΙΣ ΑΞΙΩΜΑΤΙΚΟΙ ΑΝΕΚΛΗΘΗΣΑΝ ΕΚ ΤΗΣ ΔΙΑΘΕΣΙΜΟΤΗΤΟΣ — [279, 711, 559, 742]
col5-mid-right — [1385, 622, 1588, 1332]
divider — [584, 1912, 961, 1914]
col2-body-8: ΑΘΗΝΑΙ, 17.— Εἰς τὰ πλαίσια τῆς κυβερνητικῆς προσπαθείας διὰ τὴν λήψιν τῶν ἐνδεικνυομένων μέτρων πρὸς ἐπίτευξιν τῶν στόχων τῆς ἀναπτύξεως τῆς ἐθνικῆς οἰκονομίας, ὁ Ἑλληνικὸς Ὀργανισμὸς Τουρισμοῦ χρηματοδοτεῖ τὰς τουριστικὰς ἐπιχειρήσεις πρὸς ἀνάπτυξιν τῆς δραστηριότητος αὐτῶν, ὑπὸ τὰς προϋποθέσεις αἵτινες καθορίζονται διὰ τῆς σχετικῆς ἀποφάσεως. — [267, 1494, 571, 1600]
col5-low-right — [1385, 1398, 1588, 1915]
divider — [267, 1452, 571, 1453]
ad-anagnostou-line2: κτυπάτε την πόρτα στης ... ασφάλειες — [658, 2269, 869, 2284]
ad-dimitra-title: ΔΗΜΗΤΡΑ — [434, 1764, 561, 1792]
page-logo: ΣΕΛΙΣ 15 — [1444, 6, 1588, 43]
divider — [20, 531, 254, 533]
divider — [267, 235, 571, 236]
col5-headline-3: ΚΟΒΑΛΤΙΟΝ ΕΣΤΑΛΗ ΑΠΟ ΤΗΝ ΑΓΓΛΙΑΝ ΕΙΣ ΤΗΝ ΣΟΥΗΔΙΑΝ — [1179, 343, 1372, 374]
ad-gynaikes: ΟΙ ΓΥΝΑΙΚΕΣ ΘΕΛΟΥΝ ΕΡΩΤΑ — [283, 1723, 402, 1758]
main-body-p3: ΑΘΗΝΑΙ, 17.— Εἰς τὰ πλαίσια τῆς κυβερνητικῆς προσπαθείας διὰ τὴν λήψιν τῶν ἐνδεικνυομένων μέτρων πρὸς ἐπίτευξιν τῶν στόχων τῆς ἀναπτύξεως τῆς ἐθνικῆς οἰκονομίας, ὁ Ἑλληνικὸς Ὀργανισμὸς Τουρισμοῦ χρηματοδοτεῖ τὰς τουριστικὰς ἐπιχειρήσεις πρὸς ἀνάπτυξιν τῆς δραστηριότητος αὐτῶν, ὑπὸ τὰς προϋποθέσεις αἵτινες καθορίζονται διὰ τῆς σχετικῆς ἀποφάσεως. — [584, 580, 770, 740]
ad-rantez: ΡΑΝΤΕΒΟΥ ΜΠΡΑΒΟ — [436, 1820, 559, 1835]
ad-ilysia-week: 5ην ἑβδομάδα 5ην — [58, 1641, 216, 1662]
midr-headline-4: ΣΥΛΛΗΨΙΣ ΑΡΙΣΤΕΡΩΝ ΠΟΛΙΤΙΚΩΝ ΗΓΕΤΩΝ ΕΙΣ ΤΗΝ ΜΑΛΑΙΣΙΑΝ — [975, 1186, 1160, 1231]
midr-body-6: ΑΘΗΝΑΙ, 17.— Εἰς τὰ πλαίσια τῆς κυβερνητικῆς προσπαθείας διὰ τὴν λήψιν τῶν ἐνδεικνυομένων μέτρων πρὸς ἐπίτευξιν τῶν στόχων τῆς ἀναπτύξεως τῆς ἐθνικῆς οἰκονομίας, ὁ Ἑλληνικὸς Ὀργανισμὸς Τουρισμοῦ χρηματοδοτεῖ τὰς τουριστικὰς ἐπιχειρήσεις πρὸς ἀνάπτυξιν τῆς δραστηριότητος αὐτῶν, ὑπὸ τὰς προϋποθέσεις αἵτινες καθορίζονται διὰ τῆς σχετικῆς ἀποφάσεως. — [974, 1665, 1161, 1824]
col1-headline-1b: ΣΚΟΠΕΙΤΑΙ Η ΕΠΙΣΠΕΥΣΙΣ ΤΗΣ ΑΠΟΠΕΡΑΤΩΣΕΩΣ ΤΩΝ — [20, 106, 254, 140]
col5-body-2: ΑΘΗΝΑΙ, 17.— Εἰς τὰ πλαίσια τῆς κυβερνητικῆς προσπαθείας διὰ τὴν λήψιν τῶν ἐνδεικνυομένων μέτρων πρὸς ἐπίτευξιν τῶν στόχων τῆς ἀναπτύξεως τῆς ἐθνικῆς οἰκονομίας, ὁ Ἑλληνικὸς Ὀργανισμὸς Τουρισμοῦ χρηματοδοτεῖ τὰς τουριστικὰς ἐπιχειρήσεις πρὸς ἀνάπτυξιν τῆς δραστηριότητος αὐτῶν, ὑπὸ τὰς προϋποθέσεις αἵτινες καθορίζονται διὰ τῆς σχετικῆς ἀποφάσεως. — [1174, 153, 1377, 300]
mid-headline-3: ΠΡΟΓΡΑΜΜΑ ΑΝΑΓΚΑΣΤΙΚΟΥ ΠΛΕΙΣΤΗΡΙΑΣΜΟΥ ΚΙΝΗΤΩΝ — [588, 1919, 957, 1935]
main-headline-line2: ΑΙ ΤΟΥΡΙΣΤΙΚΑΙ ΕΠΙΧΕΙΡΗΣΕΙΣ — [648, 45, 1097, 79]
col1-headline-2: Ο Κ. ΣΤΑΜΑΤΕΛΟΠΟΥΛΟΣ ΕΠΕΘΕΩΡΗΣΕΝ ΕΓΚΑΤΑΣΤΑΣΕΙΣ ΤΩΝ ΕΝΟΠΟΙΗΘΕΝΤΩΝ ΕΞ ΚΟΙΝΩΝ ΤΑΜΕΙΩΝ ΤΩΝ ΛΕΩΦΟΡΕΙΩΝ ΤΗΣ ΑΣΤΙΚΗΣ ΠΕΡΙΟΧΗΣ ΑΘΗΝΩΝ — [28, 538, 246, 663]
col2-body-1: ΑΘΗΝΑΙ, 17.— Εἰς τὰ πλαίσια τῆς κυβερνητικῆς προσπαθείας διὰ τὴν λήψιν τῶν ἐνδεικνυομένων μέτρων πρὸς ἐπίτευξιν τῶν στόχων τῆς ἀναπτύξεως τῆς ἐθνικῆς οἰκονομίας, ὁ Ἑλληνικὸς Ὀργανισμὸς Τουρισμοῦ χρηματοδοτεῖ τὰς τουριστικὰς ἐπιχειρήσεις πρὸς ἀνάπτυξιν τῆς δραστηριότητος αὐτῶν, ὑπὸ τὰς προϋποθέσεις αἵτινες καθορίζονται διὰ τῆς σχετικῆς ἀποφάσεως. — [267, 60, 571, 166]
col5-body-10: ΑΘΗΝΑΙ, 17.— Εἰς τὰ πλαίσια τῆς κυβερνητικῆς προσπαθείας διὰ τὴν λήψιν τῶν ἐνδεικνυομένων μέτρων πρὸς ἐπίτευξιν τῶν στόχων τῆς ἀναπτύξεως τῆς ἐθνικῆς οἰκονομίας, ὁ Ἑλληνικὸς Ὀργανισμὸς Τουρισμοῦ χρηματοδοτεῖ τὰς τουριστικὰς ἐπιχειρήσεις πρὸς ἀνάπτυξιν τῆς δραστηριότητος αὐτῶν, ὑπὸ τὰς προϋποθέσεις αἵτινες καθορίζονται διὰ τῆς σχετικῆς ἀποφάσεως. — [1174, 1399, 1377, 1545]
divider — [267, 707, 571, 708]
divider — [267, 990, 571, 991]
main-sect-4: Η ΔΙΑΔΙΚΑΣΙΑ — [835, 647, 910, 660]
col5-body-3: ΑΘΗΝΑΙ, 17.— Εἰς τὰ πλαίσια τῆς κυβερνητικῆς προσπαθείας διὰ τὴν λήψιν τῶν ἐνδεικνυομένων μέτρων πρὸς ἐπίτευξιν τῶν στόχων τῆς ἀναπτύξεως τῆς ἐθνικῆς οἰκονομίας, ὁ Ἑλληνικὸς Ὀργανισμὸς Τουρισμοῦ χρηματοδοτεῖ τὰς τουριστικὰς ἐπιχειρήσεις πρὸς ἀνάπτυξιν τῆς δραστηριότητος αὐτῶν, ὑπὸ τὰς προϋποθέσεις αἵτινες καθορίζονται διὰ τῆς σχετικῆς ἀποφάσεως. — [1174, 380, 1377, 526]
col5-mid-row — [1174, 622, 1588, 1332]
col5-top-right — [1385, 100, 1588, 555]
col1-body-1: ΑΘΗΝΑΙ, 17.— Εἰς τὰ πλαίσια τῆς κυβερνητικῆς προσπαθείας διὰ τὴν λήψιν τῶν ἐνδεικνυομένων μέτρων πρὸς ἐπίτευξιν τῶν στόχων τῆς ἀναπτύξεως τῆς ἐθνικῆς οἰκονομίας, ὁ Ἑλληνικὸς Ὀργανισμὸς Τουρισμοῦ χρηματοδοτεῖ τὰς τουριστικὰς ἐπιχειρήσεις πρὸς ἀνάπτυξιν τῆς δραστηριότητος αὐτῶν, ὑπὸ τὰς προϋποθέσεις αἵτινες καθορίζονται διὰ τῆς σχετικῆς ἀποφάσεως. — [20, 146, 254, 307]
